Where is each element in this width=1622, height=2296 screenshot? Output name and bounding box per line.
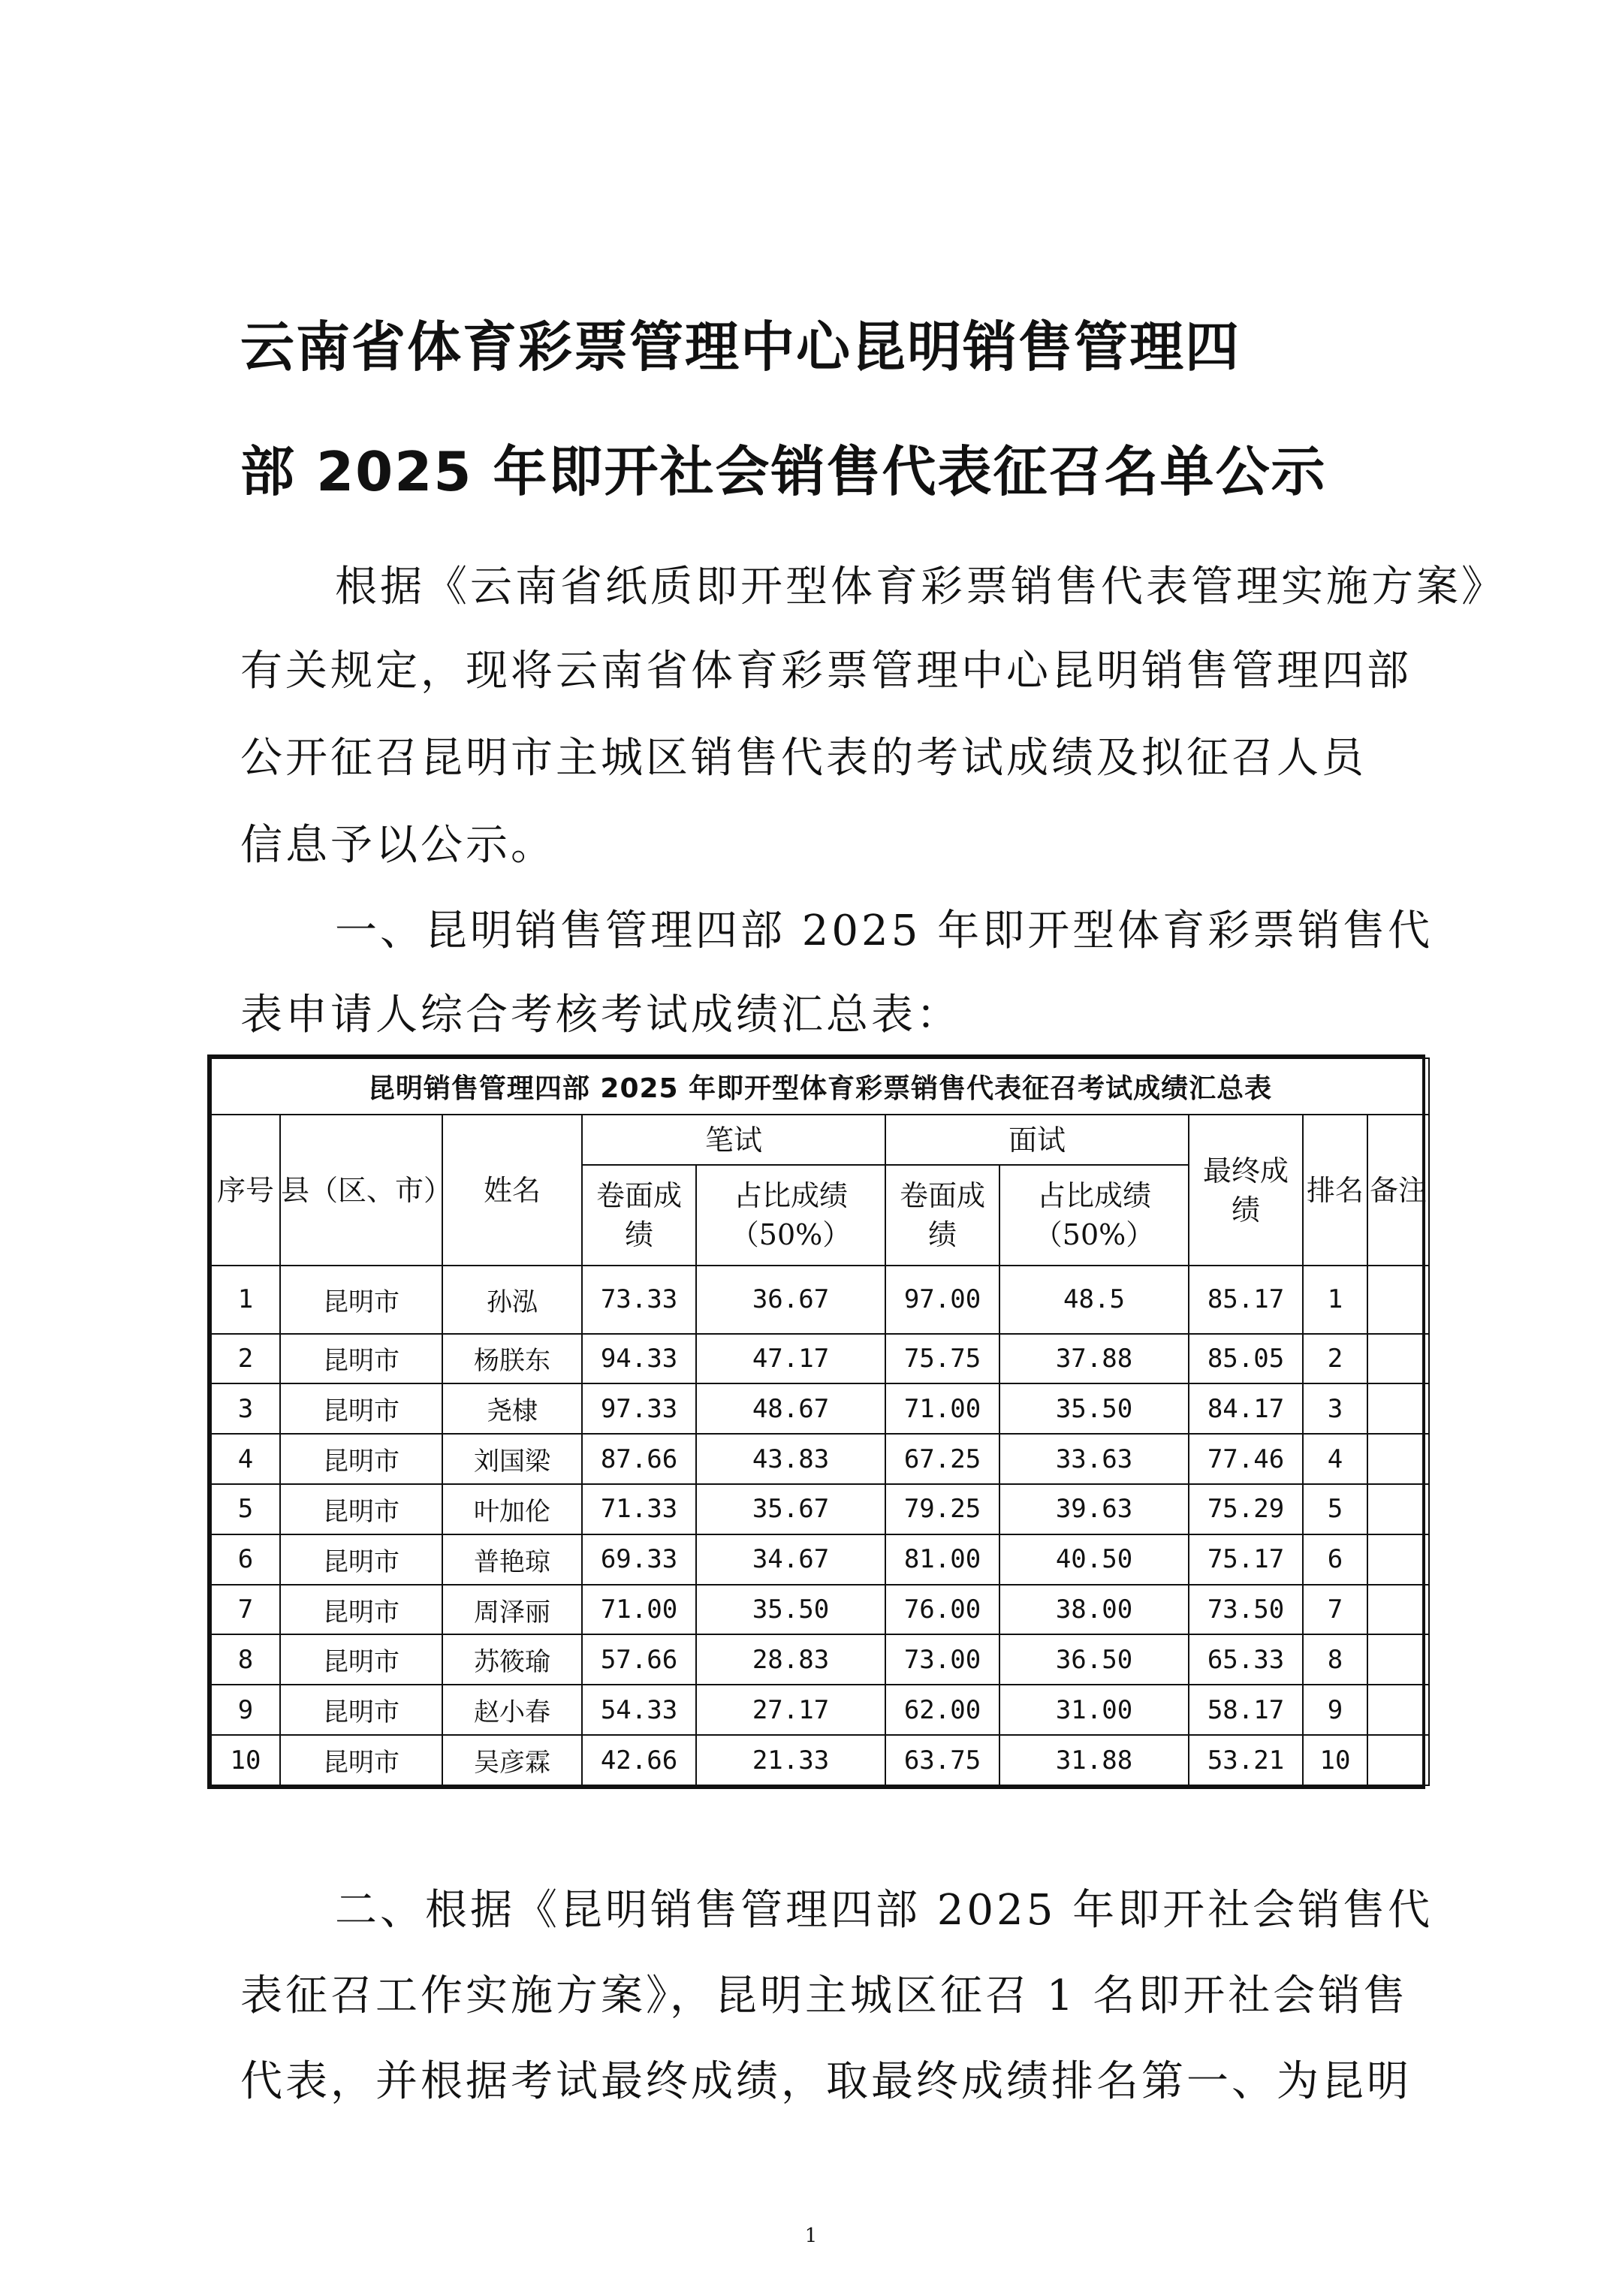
cell-name: 刘国梁 (442, 1434, 582, 1484)
document-title-line-2: 部 2025 年即开社会销售代表征召名单公示 (240, 440, 1327, 503)
cell-interview-weighted-score: 39.63 (999, 1484, 1189, 1534)
header-written-weighted-score: 占比成绩（50%） (696, 1165, 885, 1266)
cell-interview-weighted-score: 37.88 (999, 1334, 1189, 1384)
cell-seq: 9 (211, 1685, 280, 1735)
cell-interview-weighted-score: 48.5 (999, 1266, 1189, 1334)
cell-written-paper-score: 42.66 (582, 1735, 696, 1785)
section1-line-1: 一、昆明销售管理四部 2025 年即开型体育彩票销售代 (335, 907, 1434, 955)
cell-final-score: 58.17 (1189, 1685, 1303, 1735)
cell-interview-weighted-score: 33.63 (999, 1434, 1189, 1484)
cell-seq: 2 (211, 1334, 280, 1384)
header-interview-paper-score: 卷面成绩 (885, 1165, 999, 1266)
cell-written-paper-score: 87.66 (582, 1434, 696, 1484)
cell-final-score: 77.46 (1189, 1434, 1303, 1484)
cell-county: 昆明市 (280, 1585, 442, 1635)
cell-final-score: 85.05 (1189, 1334, 1303, 1384)
section2-line-3: 代表，并根据考试最终成绩，取最终成绩排名第一、为昆明 (240, 2057, 1412, 2106)
cell-rank: 5 (1303, 1484, 1367, 1534)
cell-county: 昆明市 (280, 1266, 442, 1334)
cell-rank: 2 (1303, 1334, 1367, 1384)
cell-county: 昆明市 (280, 1383, 442, 1434)
cell-county: 昆明市 (280, 1434, 442, 1484)
cell-written-weighted-score: 28.83 (696, 1634, 885, 1685)
cell-final-score: 75.17 (1189, 1534, 1303, 1585)
document-title-line-1: 云南省体育彩票管理中心昆明销售管理四 (240, 315, 1241, 379)
cell-interview-paper-score: 75.75 (885, 1334, 999, 1384)
cell-rank: 4 (1303, 1434, 1367, 1484)
header-county: 县（区、市） (280, 1115, 442, 1266)
cell-written-paper-score: 73.33 (582, 1266, 696, 1334)
cell-name: 杨朕东 (442, 1334, 582, 1384)
cell-name: 尧棣 (442, 1383, 582, 1434)
cell-final-score: 53.21 (1189, 1735, 1303, 1785)
header-rank: 排名 (1303, 1115, 1367, 1266)
cell-final-score: 73.50 (1189, 1585, 1303, 1635)
section2-line-2: 表征召工作实施方案》，昆明主城区征召 1 名即开社会销售 (240, 1972, 1409, 2020)
cell-name: 吴彦霖 (442, 1735, 582, 1785)
cell-rank: 8 (1303, 1634, 1367, 1685)
cell-name: 赵小春 (442, 1685, 582, 1735)
cell-written-paper-score: 57.66 (582, 1634, 696, 1685)
cell-written-paper-score: 54.33 (582, 1685, 696, 1735)
table-row (211, 1434, 1429, 1484)
header-written-exam: 笔试 (582, 1115, 885, 1165)
page-number: 1 (804, 2225, 818, 2247)
cell-written-weighted-score: 27.17 (696, 1685, 885, 1735)
cell-seq: 5 (211, 1484, 280, 1534)
cell-county: 昆明市 (280, 1334, 442, 1384)
cell-interview-weighted-score: 40.50 (999, 1534, 1189, 1585)
cell-seq: 4 (211, 1434, 280, 1484)
cell-interview-paper-score: 71.00 (885, 1383, 999, 1434)
header-remark: 备注 (1367, 1115, 1429, 1266)
cell-name: 周泽丽 (442, 1585, 582, 1635)
cell-seq: 8 (211, 1634, 280, 1685)
cell-county: 昆明市 (280, 1484, 442, 1534)
cell-rank: 6 (1303, 1534, 1367, 1585)
table-row (211, 1685, 1429, 1735)
cell-interview-weighted-score: 38.00 (999, 1585, 1189, 1635)
cell-remark (1367, 1484, 1429, 1534)
header-interview-weighted-score: 占比成绩（50%） (999, 1165, 1189, 1266)
cell-written-weighted-score: 36.67 (696, 1266, 885, 1334)
cell-interview-paper-score: 62.00 (885, 1685, 999, 1735)
table-row (211, 1334, 1429, 1384)
cell-final-score: 85.17 (1189, 1266, 1303, 1334)
cell-remark (1367, 1735, 1429, 1785)
cell-rank: 9 (1303, 1685, 1367, 1735)
cell-remark (1367, 1383, 1429, 1434)
cell-remark (1367, 1334, 1429, 1384)
cell-written-weighted-score: 34.67 (696, 1534, 885, 1585)
cell-interview-weighted-score: 35.50 (999, 1383, 1189, 1434)
intro-line-1: 根据《云南省纸质即开型体育彩票销售代表管理实施方案》 (335, 563, 1506, 611)
cell-written-paper-score: 71.00 (582, 1585, 696, 1635)
cell-rank: 1 (1303, 1266, 1367, 1334)
cell-county: 昆明市 (280, 1634, 442, 1685)
header-seq: 序号 (211, 1115, 280, 1266)
cell-interview-paper-score: 63.75 (885, 1735, 999, 1785)
cell-interview-weighted-score: 31.88 (999, 1735, 1189, 1785)
intro-line-2: 有关规定，现将云南省体育彩票管理中心昆明销售管理四部 (240, 647, 1412, 695)
cell-interview-weighted-score: 36.50 (999, 1634, 1189, 1685)
cell-final-score: 84.17 (1189, 1383, 1303, 1434)
cell-remark (1367, 1266, 1429, 1334)
intro-line-3: 公开征召昆明市主城区销售代表的考试成绩及拟征召人员 (240, 734, 1367, 783)
table-row (211, 1735, 1429, 1785)
table-row (211, 1585, 1429, 1635)
cell-rank: 3 (1303, 1383, 1367, 1434)
cell-rank: 10 (1303, 1735, 1367, 1785)
cell-written-weighted-score: 47.17 (696, 1334, 885, 1384)
score-summary-table-frame (207, 1054, 1428, 1789)
cell-interview-paper-score: 79.25 (885, 1484, 999, 1534)
cell-interview-paper-score: 73.00 (885, 1634, 999, 1685)
cell-interview-paper-score: 81.00 (885, 1534, 999, 1585)
section1-line-2: 表申请人综合考核考试成绩汇总表： (240, 991, 961, 1039)
cell-written-paper-score: 69.33 (582, 1534, 696, 1585)
intro-line-4: 信息予以公示。 (240, 821, 556, 870)
cell-written-weighted-score: 35.50 (696, 1585, 885, 1635)
table-row (211, 1634, 1429, 1685)
header-written-paper-score: 卷面成绩 (582, 1165, 696, 1266)
table-row (211, 1266, 1429, 1334)
header-name: 姓名 (442, 1115, 582, 1266)
cell-remark (1367, 1434, 1429, 1484)
cell-seq: 1 (211, 1266, 280, 1334)
table-row (211, 1534, 1429, 1585)
cell-interview-paper-score: 76.00 (885, 1585, 999, 1635)
cell-interview-paper-score: 67.25 (885, 1434, 999, 1484)
cell-county: 昆明市 (280, 1534, 442, 1585)
cell-county: 昆明市 (280, 1735, 442, 1785)
cell-interview-weighted-score: 31.00 (999, 1685, 1189, 1735)
section2-line-1: 二、根据《昆明销售管理四部 2025 年即开社会销售代 (335, 1886, 1434, 1935)
cell-remark (1367, 1534, 1429, 1585)
cell-written-paper-score: 71.33 (582, 1484, 696, 1534)
cell-final-score: 75.29 (1189, 1484, 1303, 1534)
cell-seq: 6 (211, 1534, 280, 1585)
cell-interview-paper-score: 97.00 (885, 1266, 999, 1334)
header-interview: 面试 (885, 1115, 1189, 1165)
table-row (211, 1383, 1429, 1434)
cell-rank: 7 (1303, 1585, 1367, 1635)
cell-remark (1367, 1585, 1429, 1635)
table-caption: 昆明销售管理四部 2025 年即开型体育彩票销售代表征召考试成绩汇总表 (211, 1058, 1429, 1115)
cell-county: 昆明市 (280, 1685, 442, 1735)
cell-seq: 3 (211, 1383, 280, 1434)
cell-seq: 10 (211, 1735, 280, 1785)
cell-name: 苏筱瑜 (442, 1634, 582, 1685)
cell-written-paper-score: 94.33 (582, 1334, 696, 1384)
cell-written-paper-score: 97.33 (582, 1383, 696, 1434)
cell-written-weighted-score: 48.67 (696, 1383, 885, 1434)
table-row (211, 1484, 1429, 1534)
header-final-score: 最终成绩 (1189, 1115, 1303, 1266)
cell-final-score: 65.33 (1189, 1634, 1303, 1685)
table-body (211, 1266, 1429, 1785)
cell-remark (1367, 1634, 1429, 1685)
score-summary-table (210, 1057, 1430, 1786)
cell-name: 叶加伦 (442, 1484, 582, 1534)
cell-written-weighted-score: 21.33 (696, 1735, 885, 1785)
cell-name: 孙泓 (442, 1266, 582, 1334)
cell-written-weighted-score: 43.83 (696, 1434, 885, 1484)
cell-seq: 7 (211, 1585, 280, 1635)
cell-written-weighted-score: 35.67 (696, 1484, 885, 1534)
cell-name: 普艳琼 (442, 1534, 582, 1585)
cell-remark (1367, 1685, 1429, 1735)
